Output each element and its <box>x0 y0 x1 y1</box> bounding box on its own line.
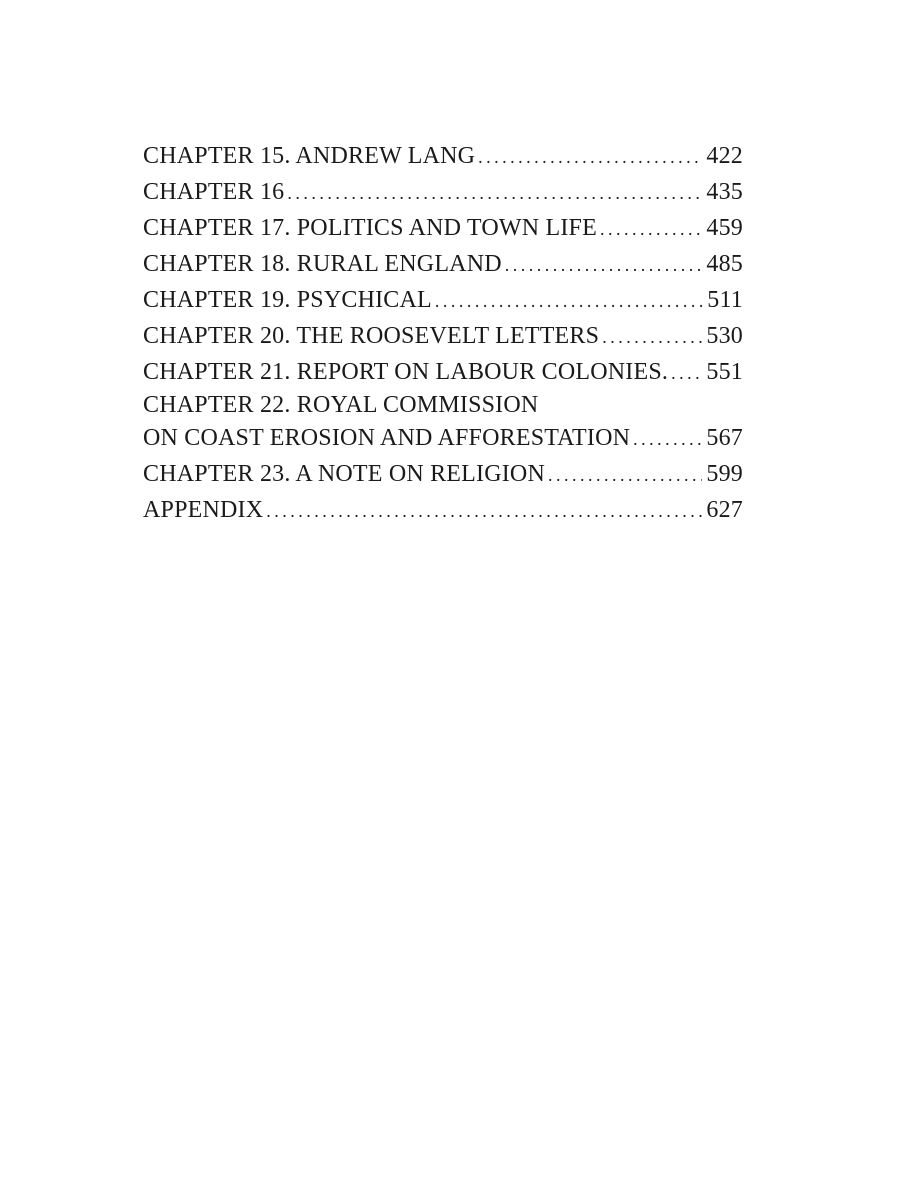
dot-leader <box>505 247 703 283</box>
toc-entry-title: CHAPTER 23. A NOTE ON RELIGION <box>143 461 545 487</box>
dot-leader <box>266 493 702 529</box>
toc-entry-page: 422 <box>706 143 743 169</box>
toc-entry-page: 627 <box>706 497 743 523</box>
toc-entry-page: 567 <box>706 425 743 451</box>
toc-entry-chapter-20[interactable] <box>143 318 743 354</box>
toc-entry-page: 485 <box>706 251 743 277</box>
toc-entry-chapter-23[interactable] <box>143 456 743 492</box>
toc-entry-page: 435 <box>706 179 743 205</box>
dot-leader <box>602 319 702 355</box>
toc-entry-title-line-2: ON COAST EROSION AND AFFORESTATION <box>143 425 631 451</box>
toc-entry-chapter-17[interactable] <box>143 210 743 246</box>
toc-entry-page: 459 <box>706 215 743 241</box>
toc-entry-chapter-16[interactable] <box>143 174 743 210</box>
toc-entry-title: CHAPTER 15. ANDREW LANG <box>143 143 476 169</box>
toc-entry-page: 530 <box>706 323 743 349</box>
dot-leader <box>287 175 702 211</box>
dot-leader <box>435 283 703 319</box>
toc-entry-chapter-15[interactable] <box>143 138 743 174</box>
toc-entry-title: CHAPTER 21. REPORT ON LABOUR COLONIES. <box>143 359 669 385</box>
toc-entry-appendix[interactable] <box>143 492 743 528</box>
dot-leader <box>671 355 702 391</box>
dot-leader <box>478 139 702 175</box>
dot-leader <box>548 457 702 493</box>
dot-leader <box>600 211 702 247</box>
toc-entry-chapter-18[interactable] <box>143 246 743 282</box>
toc-entry-page: 599 <box>706 461 743 487</box>
toc-entry-chapter-19[interactable] <box>143 282 743 318</box>
toc-entry-page: 551 <box>706 359 743 385</box>
toc-entry-title: CHAPTER 17. POLITICS AND TOWN LIFE <box>143 215 597 241</box>
toc-entry-title: CHAPTER 19. PSYCHICAL <box>143 287 432 313</box>
toc-entry-title: CHAPTER 20. THE ROOSEVELT LETTERS <box>143 323 600 349</box>
toc-entry-chapter-21[interactable] <box>143 354 743 390</box>
toc-entry-title: CHAPTER 16 <box>143 179 285 205</box>
dot-leader <box>633 421 702 457</box>
toc-entry-title-line-1: CHAPTER 22. ROYAL COMMISSION <box>143 392 539 418</box>
table-of-contents <box>143 138 743 528</box>
toc-entry-title: APPENDIX <box>143 497 264 523</box>
toc-entry-chapter-22[interactable] <box>143 390 743 456</box>
toc-entry-page: 511 <box>707 287 743 313</box>
toc-entry-title: CHAPTER 18. RURAL ENGLAND <box>143 251 502 277</box>
